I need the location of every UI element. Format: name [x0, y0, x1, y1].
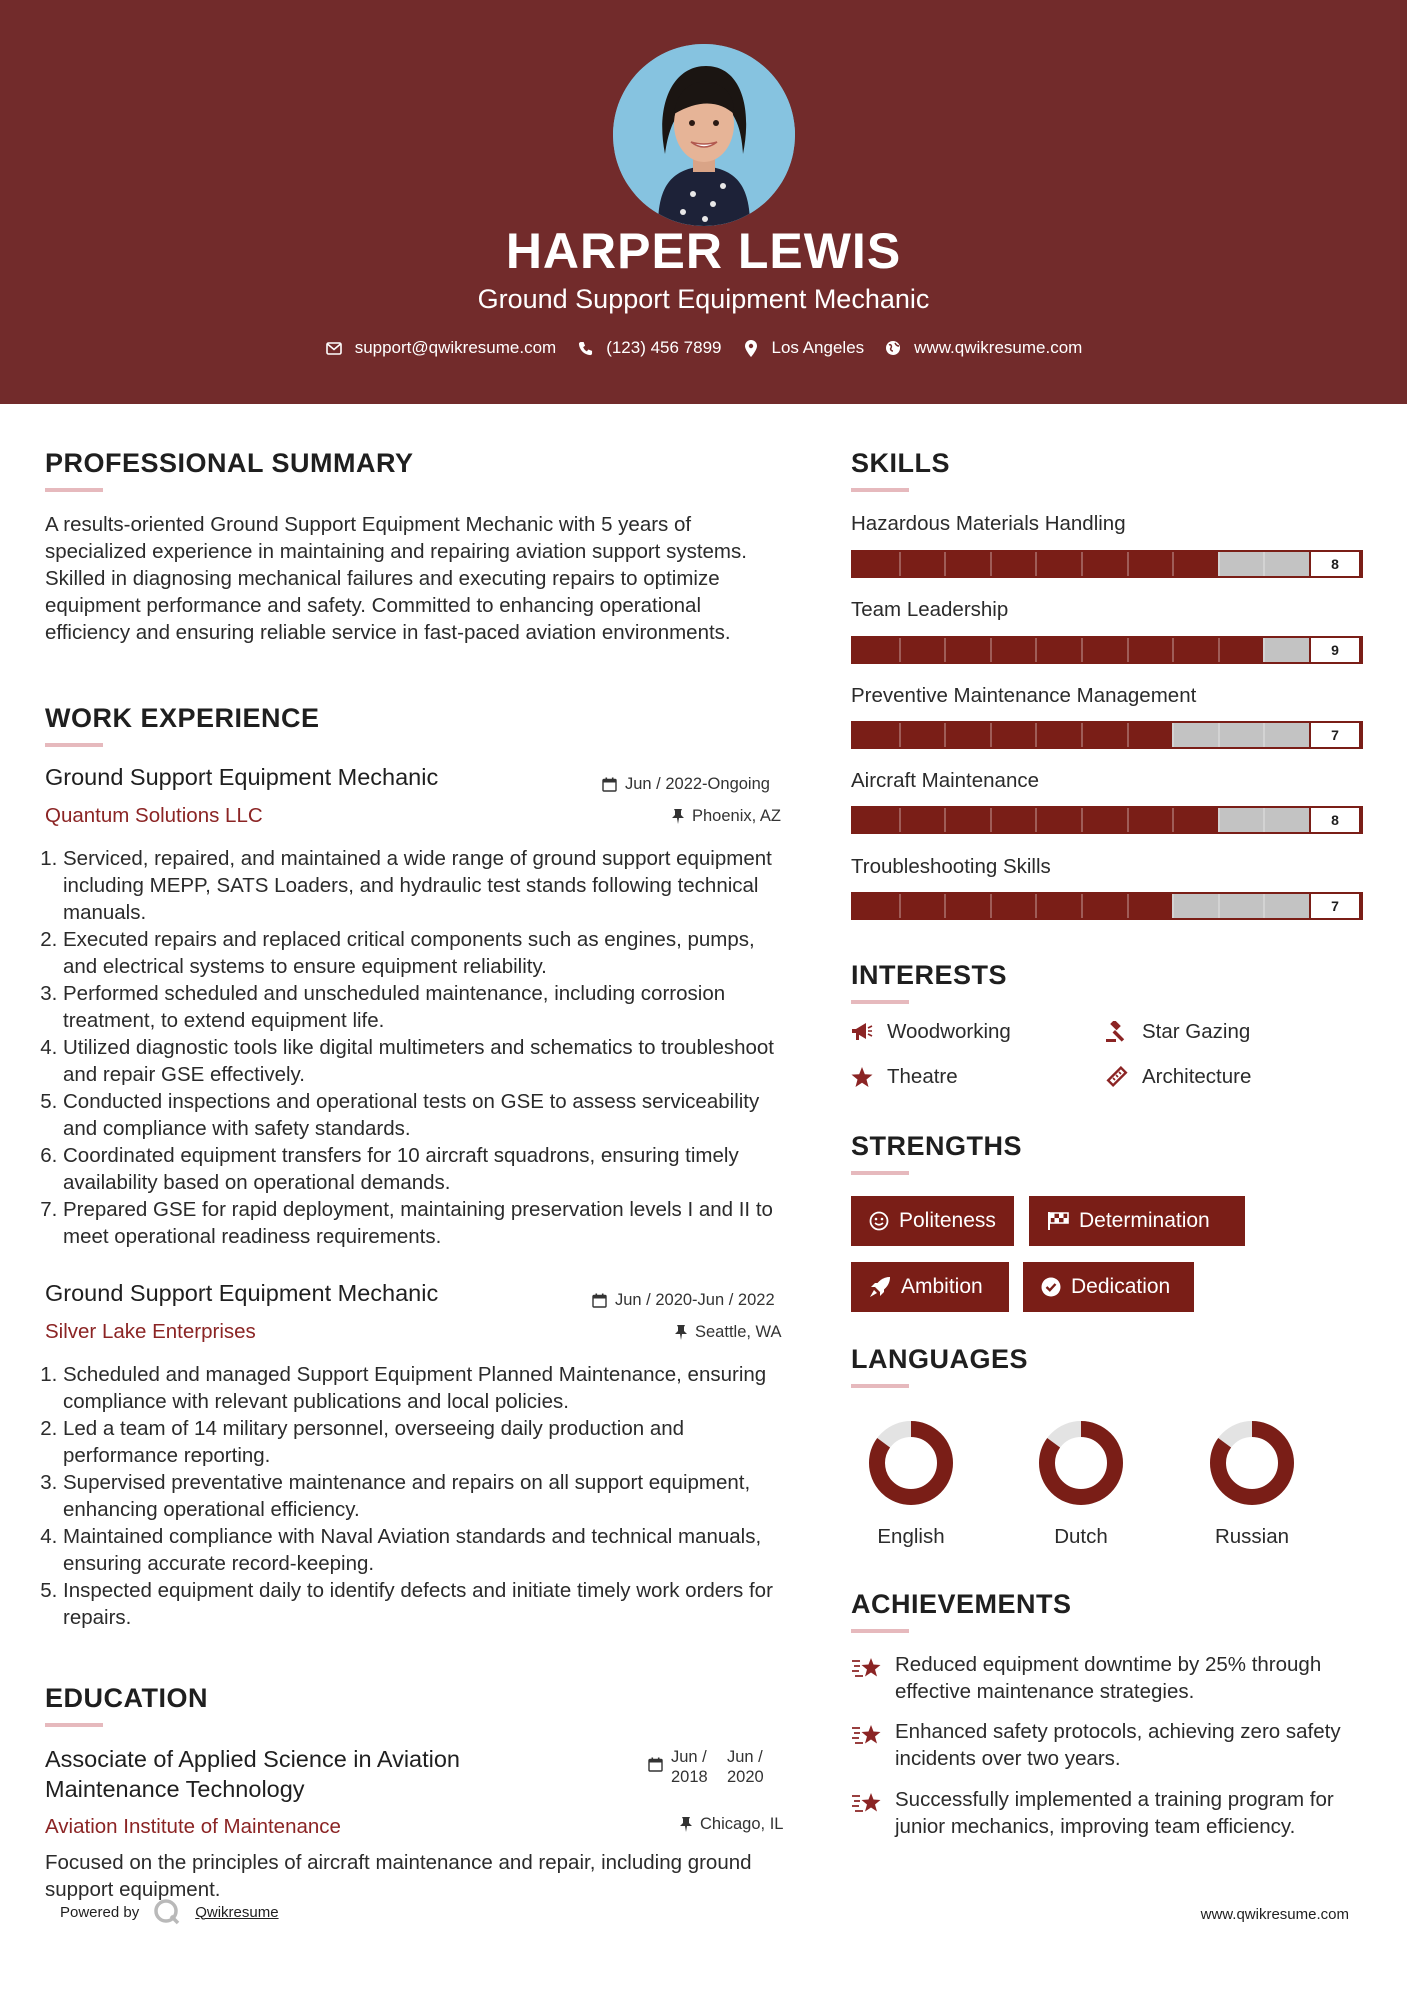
skill-segment-divider — [990, 552, 992, 576]
footer-website[interactable]: www.qwikresume.com — [1200, 1906, 1349, 1923]
experience-heading: WORK EXPERIENCE — [45, 703, 320, 733]
map-pin-icon — [742, 339, 760, 357]
job-1-bullets — [45, 845, 790, 1250]
summary-heading: PROFESSIONAL SUMMARY — [45, 448, 414, 478]
contact-bar — [0, 338, 1407, 358]
list-item: 5. Inspected equipment daily to identify defects and initiate timely work orders for repairs. — [63, 1577, 790, 1631]
skill-4-name: Aircraft Maintenance — [851, 769, 1040, 792]
skill-4-score: 8 — [1309, 806, 1361, 834]
skill-segment-divider — [1263, 638, 1265, 662]
qwikresume-link[interactable]: Qwikresume — [195, 1903, 279, 1921]
list-item: 3. Supervised preventative maintenance and repairs on all support equipment, enhancing operational efficiency. — [63, 1469, 790, 1523]
skill-segment-divider — [1172, 638, 1174, 662]
skill-segment-divider — [1035, 638, 1037, 662]
skill-2-name: Team Leadership — [851, 598, 1009, 621]
education-start-date: Jun / 2018 — [671, 1748, 708, 1786]
list-item: 5. Conducted inspections and operational tests on GSE to assess serviceability and compliance with safety standards. — [63, 1088, 790, 1142]
strength-label: Determination — [1079, 1209, 1210, 1232]
skill-segment-divider — [1127, 552, 1129, 576]
pushpin-icon — [680, 1817, 692, 1832]
skill-segment-divider — [1263, 552, 1265, 576]
interest-label: Woodworking — [887, 1020, 1011, 1043]
language-level-donut — [1209, 1420, 1295, 1506]
language-dutch — [1011, 1420, 1151, 1549]
skill-segment-divider — [1127, 638, 1129, 662]
achievements-heading: ACHIEVEMENTS — [851, 1589, 1072, 1619]
skill-segment-divider — [1035, 552, 1037, 576]
skill-segment-divider — [1127, 723, 1129, 747]
skill-segment-divider — [1081, 552, 1083, 576]
list-item: 4. Utilized diagnostic tools like digital multimeters and schematics to troubleshoot and repair GSE effectively. — [63, 1034, 790, 1088]
interests-heading: INTERESTS — [851, 960, 1008, 990]
strength-label: Politeness — [899, 1209, 996, 1232]
achievement-text: Successfully implemented a training program for junior mechanics, improving team efficiency. — [895, 1788, 1334, 1838]
interest-star-gazing — [1106, 1020, 1250, 1044]
experience-heading-underline — [45, 743, 103, 747]
strength-label: Ambition — [901, 1275, 983, 1298]
rocket-icon — [869, 1276, 891, 1298]
job-1-dates-text: Jun / 2022-Ongoing — [625, 775, 770, 793]
phone-text: (123) 456 7899 — [606, 338, 722, 357]
contact-phone[interactable] — [576, 338, 721, 358]
skill-3-score: 7 — [1309, 721, 1361, 749]
pushpin-icon — [672, 809, 684, 824]
skill-segment-divider — [1218, 638, 1220, 662]
shooting-star-icon — [851, 1655, 883, 1681]
skill-segment-divider — [1172, 552, 1174, 576]
envelope-icon — [325, 339, 343, 357]
achievement-text: Reduced equipment downtime by 25% through effective maintenance strategies. — [895, 1653, 1322, 1703]
email-text: support@qwikresume.com — [354, 338, 557, 357]
skill-segment-divider — [1263, 723, 1265, 747]
list-item: 7. Prepared GSE for rapid deployment, maintaining preservation levels I and II to meet operational readiness requirements. — [63, 1196, 790, 1250]
achievement-3 — [851, 1786, 1351, 1840]
contact-email[interactable] — [325, 338, 557, 358]
skill-segment-divider — [1035, 894, 1037, 918]
skill-segment-divider — [899, 894, 901, 918]
language-name: Dutch — [1054, 1525, 1108, 1548]
phone-icon — [576, 339, 594, 357]
skill-segment-divider — [1172, 894, 1174, 918]
language-level-donut — [1038, 1420, 1124, 1506]
gavel-icon — [1106, 1021, 1128, 1043]
check-circle-icon — [1041, 1277, 1061, 1297]
list-item: 1. Serviced, repaired, and maintained a wide range of ground support equipment including MEPP, SATS Loaders, and hydraulic test stands following technical manuals. — [63, 845, 790, 926]
skill-1-name: Hazardous Materials Handling — [851, 512, 1126, 535]
skill-3-bar — [851, 721, 1363, 749]
skill-segment-divider — [1218, 808, 1220, 832]
skill-5-name: Troubleshooting Skills — [851, 855, 1051, 878]
job-1-title: Ground Support Equipment Mechanic — [45, 764, 439, 790]
education-dates — [648, 1747, 777, 1787]
skill-segment-divider — [1218, 552, 1220, 576]
achievement-text: Enhanced safety protocols, achieving zero safety incidents over two years. — [895, 1720, 1341, 1770]
skill-level-fill — [853, 723, 1172, 747]
skill-segment-divider — [944, 894, 946, 918]
skill-2-bar — [851, 636, 1363, 664]
shooting-star-icon — [851, 1722, 883, 1748]
skill-2-score: 9 — [1309, 636, 1361, 664]
interest-label: Architecture — [1142, 1065, 1252, 1088]
star-icon — [851, 1067, 873, 1088]
powered-by-label: Powered by — [60, 1903, 140, 1921]
resume-header — [0, 0, 1407, 404]
skill-segment-divider — [990, 808, 992, 832]
skill-segment-divider — [899, 808, 901, 832]
skill-1-bar — [851, 550, 1363, 578]
strengths-heading: STRENGTHS — [851, 1131, 1023, 1161]
education-degree: Associate of Applied Science in Aviation Maintenance Technology — [45, 1746, 461, 1802]
skill-segment-divider — [899, 638, 901, 662]
summary-heading-underline — [45, 488, 103, 492]
skill-segment-divider — [944, 638, 946, 662]
skill-segment-divider — [1081, 808, 1083, 832]
globe-icon — [884, 339, 902, 357]
interest-label: Theatre — [887, 1065, 958, 1088]
languages-heading: LANGUAGES — [851, 1344, 1029, 1374]
language-name: Russian — [1214, 1525, 1290, 1548]
education-location — [680, 1815, 783, 1834]
summary-text: A results-oriented Ground Support Equipment Mechanic with 5 years of specialized experience in maintaining and repairing aviation support systems. Skilled in diagnosing mechanical failures and executing repairs to optimize equipment performance and safety. Committed to enhancing operational efficiency and ensuring reliable service in fast-paced aviation environments. — [45, 513, 747, 644]
job-1-dates — [602, 775, 770, 794]
job-2-location-text: Seattle, WA — [695, 1323, 782, 1341]
location-text: Los Angeles — [771, 338, 865, 357]
skill-segment-divider — [944, 808, 946, 832]
interest-theatre — [851, 1065, 958, 1089]
language-english — [841, 1420, 981, 1549]
education-location-text: Chicago, IL — [700, 1815, 784, 1833]
strength-determination — [1029, 1196, 1245, 1246]
skill-segment-divider — [1218, 894, 1220, 918]
education-description: Focused on the principles of aircraft maintenance and repair, including ground support equipment. — [45, 1851, 752, 1901]
list-item: 3. Performed scheduled and unscheduled maintenance, including corrosion treatment, to extend equipment life. — [63, 980, 790, 1034]
language-level-donut — [868, 1420, 954, 1506]
education-heading-underline — [45, 1723, 103, 1727]
list-item: 2. Led a team of 14 military personnel, overseeing daily production and performance reporting. — [63, 1415, 790, 1469]
skill-segment-divider — [944, 723, 946, 747]
skill-4-bar — [851, 806, 1363, 834]
interest-label: Star Gazing — [1142, 1020, 1251, 1043]
skills-heading-underline — [851, 488, 909, 492]
education-end-date: Jun / 2020 — [727, 1748, 764, 1786]
skill-3-name: Preventive Maintenance Management — [851, 684, 1197, 707]
skill-segment-divider — [1263, 808, 1265, 832]
checkered-flag-icon — [1047, 1211, 1069, 1231]
skill-segment-divider — [1263, 894, 1265, 918]
achievement-2 — [851, 1718, 1351, 1772]
strength-label: Dedication — [1071, 1275, 1171, 1298]
powered-by — [60, 1898, 279, 1926]
interests-heading-underline — [851, 1000, 909, 1004]
strength-ambition — [851, 1262, 1009, 1312]
skill-segment-divider — [1081, 723, 1083, 747]
job-2-dates-text: Jun / 2020-Jun / 2022 — [615, 1291, 775, 1309]
skill-segment-divider — [1127, 894, 1129, 918]
shooting-star-icon — [851, 1790, 883, 1816]
calendar-icon — [648, 1757, 663, 1772]
skill-level-fill — [853, 638, 1263, 662]
contact-location — [742, 338, 865, 358]
skill-segment-divider — [899, 723, 901, 747]
job-1-location — [672, 807, 781, 826]
job-1-company: Quantum Solutions LLC — [45, 804, 263, 827]
skill-segment-divider — [990, 894, 992, 918]
list-item: 1. Scheduled and managed Support Equipment Planned Maintenance, ensuring compliance with relevant publications and local policies. — [63, 1361, 790, 1415]
calendar-icon — [602, 777, 617, 792]
skill-segment-divider — [1172, 723, 1174, 747]
skill-segment-divider — [1127, 808, 1129, 832]
qwikresume-logo-icon — [153, 1898, 181, 1926]
job-2-title: Ground Support Equipment Mechanic — [45, 1280, 439, 1306]
skill-segment-divider — [1172, 808, 1174, 832]
calendar-icon — [592, 1293, 607, 1308]
list-item: 4. Maintained compliance with Naval Aviation standards and technical manuals, ensuring accurate record-keeping. — [63, 1523, 790, 1577]
smiley-icon — [869, 1211, 889, 1231]
strength-politeness — [851, 1196, 1014, 1246]
achievements-heading-underline — [851, 1629, 909, 1633]
ruler-pencil-icon — [1106, 1066, 1128, 1088]
job-2-bullets — [45, 1361, 790, 1631]
candidate-title: Ground Support Equipment Mechanic — [477, 284, 930, 314]
job-1-location-text: Phoenix, AZ — [692, 807, 781, 825]
skill-segment-divider — [990, 723, 992, 747]
skills-heading: SKILLS — [851, 448, 951, 478]
skill-5-bar — [851, 892, 1363, 920]
contact-website[interactable] — [884, 338, 1082, 358]
strengths-heading-underline — [851, 1171, 909, 1175]
skill-segment-divider — [899, 552, 901, 576]
skill-level-fill — [853, 894, 1172, 918]
job-2-dates — [592, 1291, 775, 1310]
pushpin-icon — [675, 1325, 687, 1340]
person-portrait-icon — [613, 44, 795, 226]
language-name: English — [877, 1525, 945, 1548]
skill-5-score: 7 — [1309, 892, 1361, 920]
candidate-name: HARPER LEWIS — [505, 223, 902, 279]
education-school: Aviation Institute of Maintenance — [45, 1815, 341, 1838]
profile-photo — [613, 44, 795, 226]
list-item: 2. Executed repairs and replaced critical components such as engines, pumps, and electrical systems to ensure equipment reliability. — [63, 926, 790, 980]
skill-segment-divider — [990, 638, 992, 662]
job-2-location — [675, 1323, 782, 1342]
skill-segment-divider — [944, 552, 946, 576]
skill-segment-divider — [1035, 808, 1037, 832]
skill-segment-divider — [1035, 723, 1037, 747]
languages-heading-underline — [851, 1384, 909, 1388]
skill-segment-divider — [1081, 638, 1083, 662]
website-text: www.qwikresume.com — [914, 338, 1083, 357]
interest-woodworking — [851, 1020, 1011, 1044]
achievement-1 — [851, 1651, 1351, 1705]
skill-1-score: 8 — [1309, 550, 1361, 578]
skill-segment-divider — [1081, 894, 1083, 918]
interest-architecture — [1106, 1065, 1251, 1089]
language-russian — [1182, 1420, 1322, 1549]
job-2-company: Silver Lake Enterprises — [45, 1320, 256, 1343]
list-item: 6. Coordinated equipment transfers for 10 aircraft squadrons, ensuring timely availability based on operational demands. — [63, 1142, 790, 1196]
education-heading: EDUCATION — [45, 1683, 208, 1713]
strength-dedication — [1023, 1262, 1194, 1312]
skill-segment-divider — [1218, 723, 1220, 747]
megaphone-icon — [851, 1022, 873, 1042]
